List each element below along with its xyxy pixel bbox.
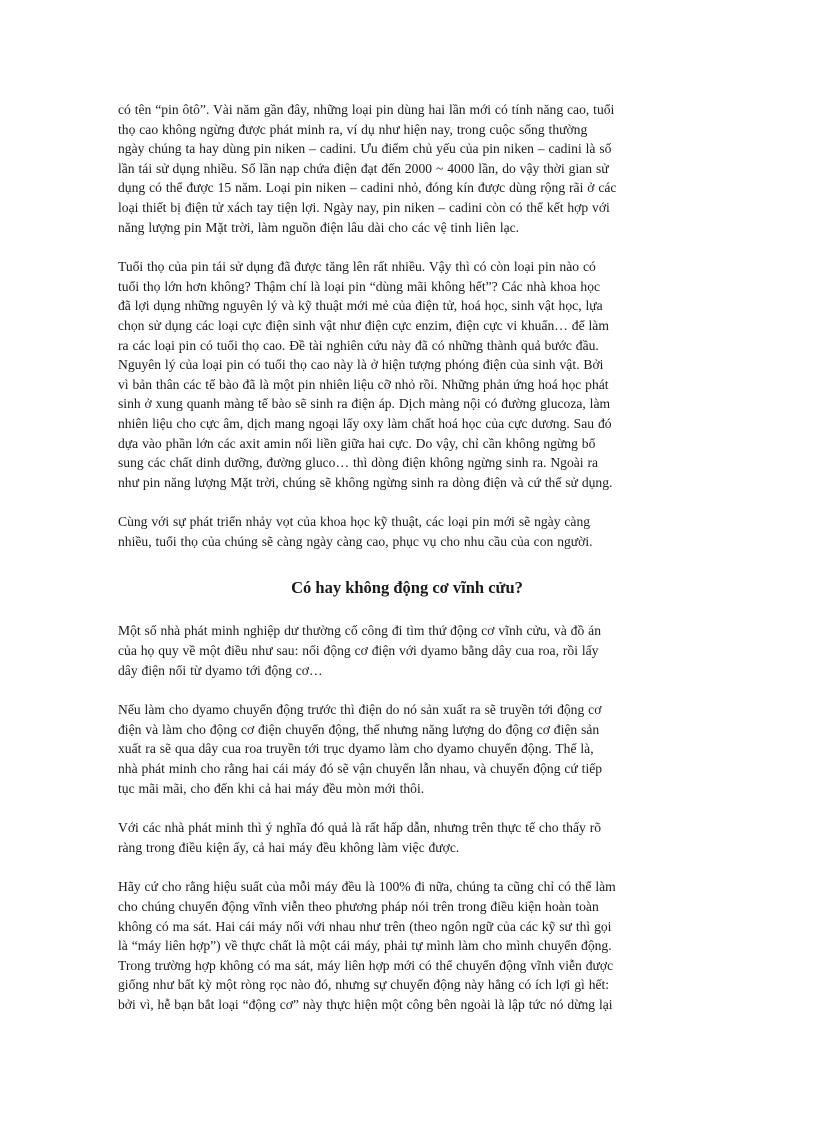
text-line: nhiên liệu cho cực âm, dịch mang ngoại lấy oxy làm chất hoá học của cực dương. Sau đó [118,415,612,431]
section-heading: Có hay không động cơ vĩnh cửu? [291,578,523,598]
text-line: Với các nhà phát minh thì ý nghĩa đó quả là rất hấp dẫn, nhưng trên thực tế cho thấy rõ [118,820,602,836]
text-line: sinh ở xung quanh màng tế bào sẽ sinh ra điện áp. Dịch màng nội có đường glucoza, làm [118,396,611,412]
text-line: Hãy cứ cho rằng hiệu suất của mỗi máy đều là 100% đi nữa, chúng ta cũng chỉ có thể làm [118,879,616,895]
text-line: ràng trong điều kiện ấy, cả hai máy đều không làm việc được. [118,839,460,855]
text-line: thọ cao không ngừng được phát minh ra, ví dụ như hiện nay, trong cuộc sống thường [118,121,588,137]
text-line: nhà phát minh cho rằng hai cái máy đó sẽ vận chuyển lẫn nhau, và chuyển động cứ tiếp [118,761,603,777]
text-line: ra các loại pin có tuổi thọ cao. Đề tài nghiên cứu này đã có những thành quả bước đầu. [118,337,599,353]
paragraph-reality [118,818,696,857]
text-line: lần tái sử dụng nhiều. Số lần nạp chứa điện đạt đến 2000 ~ 4000 lần, do vậy thời gian sử [118,160,609,176]
text-line: Tuổi thọ của pin tái sử dụng đã được tăng lên rất nhiều. Vậy thì có còn loại pin nào có [118,259,596,275]
paragraph-efficiency [118,877,696,1014]
text-line: tuổi thọ lớn hơn không? Thậm chí là loại pin “dùng mãi không hết”? Các nhà khoa học [118,278,601,294]
text-line: dựa vào phần lớn các axit amin nối liền giữa hai cực. Do vậy, chỉ cần không ngừng bổ [118,435,596,451]
paragraph-bio-batteries [118,257,696,492]
text-line: Nếu làm cho dyamo chuyển động trước thì điện do nó sản xuất ra sẽ truyền tới động cơ [118,702,602,718]
text-line: năng lượng pin Mặt trời, làm nguồn điện lâu dài cho các vệ tinh liên lạc. [118,219,520,235]
text-line: sung các chất dinh dưỡng, đường gluco… thì dòng điện không ngừng sinh ra. Ngoài ra [118,455,599,471]
text-line: nhiều, tuổi thọ của chúng sẽ càng ngày càng cao, phục vụ cho nhu cầu của con người. [118,533,593,549]
text-line: Một số nhà phát minh nghiệp dư thường cố công đi tìm thứ động cơ vĩnh cửu, và đồ án [118,623,602,639]
text-line: xuất ra sẽ qua dây cua roa truyền tới trục dyamo làm cho dyamo chuyển động. Thế là, [118,741,594,757]
text-line: ngày chúng ta hay dùng pin niken – cadini. Ưu điểm chủ yếu của pin niken – cadini là số [118,141,612,157]
text-line: tục mãi mãi, cho đến khi cả hai máy đều mòn mới thôi. [118,780,425,796]
text-line: như pin năng lượng Mặt trời, chúng sẽ không ngừng sinh ra dòng điện và cứ thế sử dụng. [118,474,613,490]
text-line: dụng có thể được 15 năm. Loại pin niken – cadini nhỏ, đóng kín được dùng rộng rãi ở các [118,180,617,196]
text-line: đã lợi dụng những nguyên lý và kỹ thuật mới mẻ của điện tử, hoá học, sinh vật học, lựa [118,298,603,314]
text-line: vì bản thân các tế bào đã là một pin nhiên liệu cỡ nhỏ rồi. Những phản ứng hoá học phát [118,376,609,392]
text-line: của họ quy về một điều như sau: nối động cơ điện với dyamo bằng dây cua roa, rồi lấy [118,643,599,659]
paragraph-conclusion [118,512,696,551]
document-page [118,100,696,1035]
text-line: bởi vì, hễ bạn bắt loại “động cơ” này thực hiện một công bên ngoài là lập tức nó dừng lại [118,996,613,1012]
text-line: dây điện nối từ dyamo tới động cơ… [118,662,323,678]
text-line: giống như bất kỳ một ròng rọc nào đó, nhưng sự chuyển động này hẳng có ích lợi gì hết: [118,977,610,993]
text-line: Trong trường hợp không có ma sát, máy liên hợp mới có thể chuyển động vĩnh viễn được [118,957,614,973]
text-line: điện và làm cho động cơ điện chuyển động, thế nhưng năng lượng do động cơ điện sản [118,721,600,737]
text-line: Cùng với sự phát triển nhảy vọt của khoa học kỹ thuật, các loại pin mới sẽ ngày càng [118,514,591,530]
text-line: cho chúng chuyển động vĩnh viễn theo phương pháp nói trên trong điều kiện hoàn toàn [118,899,599,914]
paragraph-perpetual-intro [118,621,696,680]
text-line: có tên “pin ôtô”. Vài năm gần đây, những loại pin dùng hai lần mới có tính năng cao, tuổi [118,102,615,117]
text-line: không có ma sát. Hai cái máy nối với nhau như trên (theo ngôn ngữ của các kỹ sư thì gọi [118,918,612,934]
text-line: loại thiết bị điện tử xách tay tiện lợi. Ngày nay, pin niken – cadini còn có thể kết hợp với [118,199,610,215]
paragraph-dynamo-motor [118,700,696,798]
text-line: chọn sử dụng các loại cực điện sinh vật như điện cực enzim, điện cực vi khuẩn… để làm [118,317,609,333]
text-line: là “máy liên hợp”) về thực chất là một cái máy, phải tự mình làm cho mình chuyển động. [118,938,612,954]
text-line: Nguyên lý của loại pin có tuổi thọ cao này là ở hiện tượng phóng điện của sinh vật. Bởi [118,357,604,373]
paragraph-rechargeable-batteries [118,100,696,237]
